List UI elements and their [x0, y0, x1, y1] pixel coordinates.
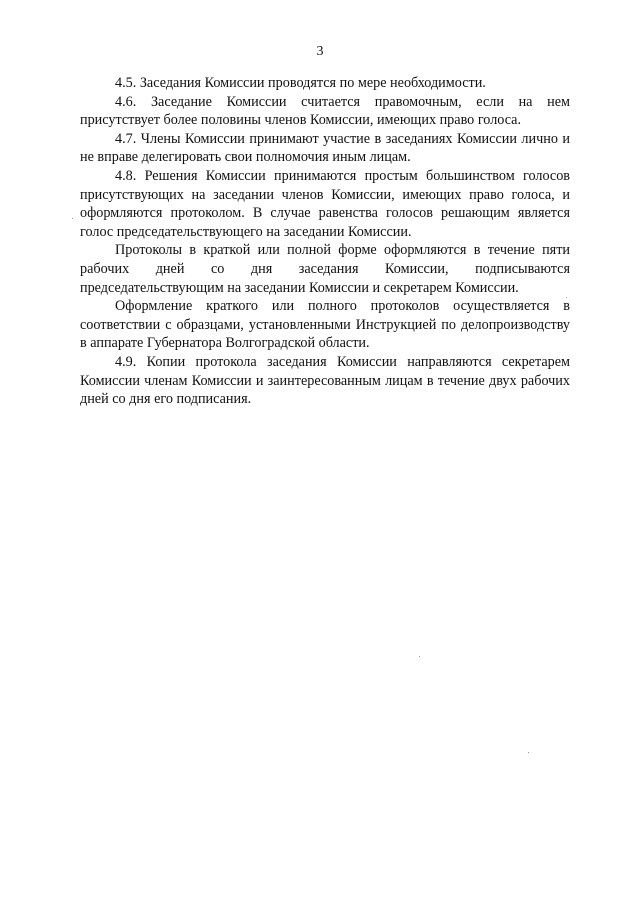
paragraph-formatting: Оформление краткого или полного протоколов осуществляется в соответствии с образцами, установленными Инструкцией по делопроизводству в аппарате Губернатора Волгоградской области.: [80, 298, 570, 352]
paragraph-4-8: 4.8. Решения Комиссии принимаются простым большинством голосов присутствующих на заседании членов Комиссии, имеющих право голоса, и оформляются протоколом. В случае равенства голосов решающим является голос председательствующего на заседании Комиссии.: [80, 167, 570, 240]
paragraph-4-7: 4.7. Члены Комиссии принимают участие в заседаниях Комиссии лично и не вправе делегировать свои полномочия иным лицам.: [80, 130, 570, 166]
paragraph-4-6: 4.6. Заседание Комиссии считается правомочным, если на нем присутствует более половины членов Комиссии, имеющих право голоса.: [80, 93, 570, 129]
scan-speck: [419, 656, 420, 657]
paragraph-4-5: 4.5. Заседания Комиссии проводятся по мере необходимости.: [115, 75, 486, 91]
scan-speck: [72, 218, 73, 219]
document-body: [80, 74, 570, 409]
scan-speck: [528, 752, 529, 753]
scan-speck: [566, 297, 567, 298]
paragraph-4-9: 4.9. Копии протокола заседания Комиссии направляются секретарем Комиссии членам Комиссии и заинтересованным лицам в течение двух рабочих дней со дня его подписания.: [80, 353, 570, 408]
paragraph-protocols: Протоколы в краткой или полной форме оформляются в течение пяти рабочих дней со дня заседания Комиссии, подписываются председательствующим на заседании Комиссии и секретарем Комиссии.: [80, 242, 570, 296]
page-number: 3: [316, 44, 324, 59]
